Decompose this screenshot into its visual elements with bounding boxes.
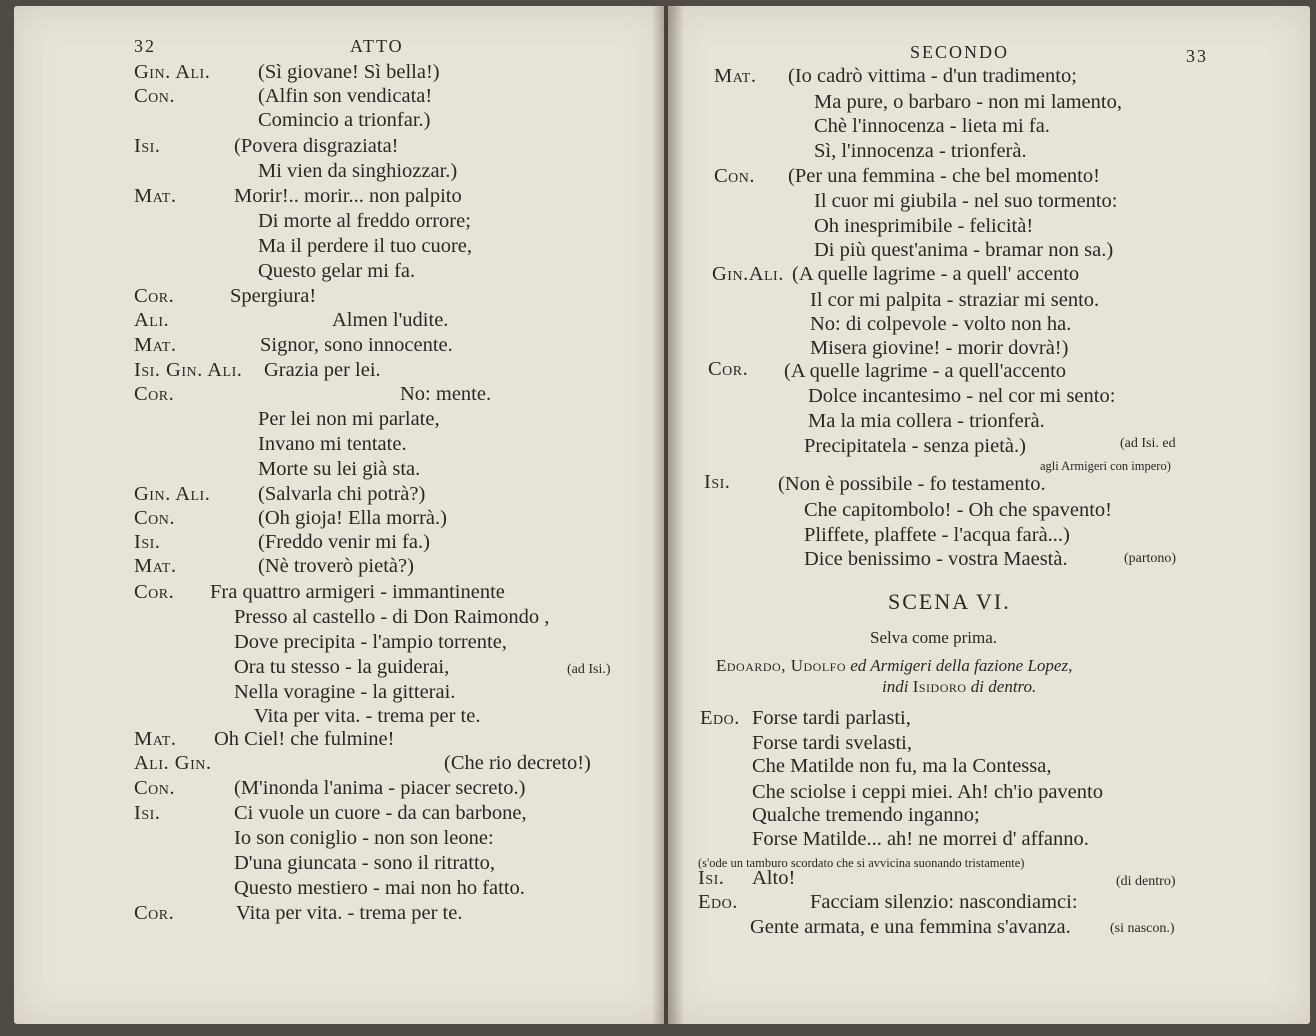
stage-direction: (di dentro) [1116, 874, 1176, 889]
speaker: Isi. [134, 135, 161, 157]
verse-line: Vita per vita. - trema per te. [236, 902, 463, 924]
verse-line: Spergiura! [230, 285, 317, 307]
verse-line: (A quelle lagrime - a quell' accento [792, 263, 1080, 285]
verse-line: (Per una femmina - che bel momento! [788, 165, 1100, 187]
verse-line: Dice benissimo - vostra Maestà. [804, 548, 1068, 570]
stage-direction: (ad Isi. ed [1120, 436, 1176, 451]
scene-title: SCENA VI. [888, 589, 1011, 614]
verse-line: Almen l'udite. [332, 309, 449, 331]
speaker: Con. [134, 507, 176, 529]
speaker: Cor. [134, 285, 175, 307]
verse-line: Il cuor mi giubila - nel suo tormento: [814, 190, 1118, 212]
page-number: 33 [1186, 46, 1208, 66]
verse-line: Che capitombolo! - Oh che spavento! [804, 499, 1112, 521]
verse-line: Chè l'innocenza - lieta mi fa. [814, 115, 1050, 137]
character-names: Edoardo, Udolfo [716, 656, 846, 675]
right-page [668, 6, 1310, 1024]
verse-line: Vita per vita. - trema per te. [254, 705, 481, 727]
speaker: Ali. Gin. [134, 752, 212, 774]
verse-line: Invano mi tentate. [258, 433, 407, 455]
verse-line: Per lei non mi parlate, [258, 408, 440, 430]
verse-line: Sì, l'innocenza - trionferà. [814, 140, 1027, 162]
verse-line: Morir!.. morir... non palpito [234, 185, 462, 207]
speaker: Mat. [134, 334, 177, 356]
verse-line: Gente armata, e una femmina s'avanza. [750, 916, 1071, 938]
speaker: Isi. [134, 531, 161, 553]
characters-italic: di dentro. [970, 677, 1037, 696]
speaker: Gin.Ali. [712, 263, 784, 285]
verse-line: Grazia per lei. [264, 359, 381, 381]
speaker: Isi. [704, 471, 731, 493]
left-page [14, 6, 664, 1024]
speaker: Cor. [134, 383, 175, 405]
speaker: Gin. Ali. [134, 483, 211, 505]
verse-line: Forse tardi svelasti, [752, 732, 912, 754]
speaker: Cor. [134, 581, 175, 603]
verse-line: (Nè troverò pietà?) [258, 555, 414, 577]
character-name: Isidoro [912, 677, 967, 696]
verse-line: Presso al castello - di Don Raimondo , [234, 606, 550, 628]
verse-line: Mi vien da singhiozzar.) [258, 160, 458, 182]
speaker: Cor. [708, 358, 749, 380]
verse-line: Questo gelar mi fa. [258, 260, 416, 282]
stage-direction: (ad Isi.) [567, 662, 611, 677]
speaker: Gin. Ali. [134, 61, 211, 83]
verse-line: Nella voragine - la gitterai. [234, 681, 456, 703]
verse-line: (Povera disgraziata! [234, 135, 399, 157]
verse-line: Ma la mia collera - trionferà. [808, 410, 1045, 432]
characters-italic: indi [882, 677, 909, 696]
scene-characters-line2 [882, 675, 1036, 699]
speaker: Mat. [714, 65, 757, 87]
verse-line: Oh Ciel! che fulmine! [214, 728, 395, 750]
verse-line: Fra quattro armigeri - immantinente [210, 581, 505, 603]
verse-line: Misera giovine! - morir dovrà!) [810, 337, 1069, 359]
verse-line: Precipitatela - senza pietà.) [804, 435, 1026, 457]
verse-line: (Io cadrò vittima - d'un tradimento; [788, 65, 1077, 87]
verse-line: (Alfin son vendicata! [258, 85, 433, 107]
speaker: Con. [134, 85, 176, 107]
verse-line: Questo mestiero - mai non ho fatto. [234, 877, 525, 899]
running-head: SECONDO [910, 42, 1010, 62]
verse-line: Signor, sono innocente. [260, 334, 453, 356]
verse-line: Forse tardi parlasti, [752, 707, 911, 729]
verse-line: Il cor mi palpita - straziar mi sento. [810, 289, 1100, 311]
verse-line: Che sciolse i ceppi miei. Ah! ch'io pavento [752, 781, 1103, 803]
stage-direction: (partono) [1124, 551, 1177, 566]
scene-setting: Selva come prima. [870, 628, 997, 647]
verse-line: Ci vuole un cuore - da can barbone, [234, 802, 527, 824]
speaker: Isi. Gin. Ali. [134, 359, 243, 381]
verse-line: (Freddo venir mi fa.) [258, 531, 430, 553]
verse-line: No: mente. [400, 383, 492, 405]
verse-line: Io son coniglio - non son leone: [234, 827, 494, 849]
speaker: Cor. [134, 902, 175, 924]
verse-line: Pliffete, plaffete - l'acqua farà...) [804, 524, 1070, 546]
running-head: ATTO [350, 36, 404, 56]
verse-line: Facciam silenzio: nascondiamci: [810, 891, 1078, 913]
verse-line: No: di colpevole - volto non ha. [810, 313, 1072, 335]
verse-line: (Che rio decreto!) [444, 752, 591, 774]
verse-line: Forse Matilde... ah! ne morrei d' affanno. [752, 828, 1089, 850]
speaker: Edo. [700, 707, 740, 729]
speaker: Mat. [134, 728, 177, 750]
verse-line: Ma pure, o barbaro - non mi lamento, [814, 91, 1122, 113]
verse-line: Ora tu stesso - la guiderai, [234, 656, 450, 678]
speaker: Con. [714, 165, 756, 187]
speaker: Con. [134, 777, 176, 799]
verse-line: Alto! [752, 867, 796, 889]
verse-line: (M'inonda l'anima - piacer secreto.) [234, 777, 526, 799]
verse-line: (Non è possibile - fo testamento. [778, 473, 1046, 495]
verse-line: (Salvarla chi potrà?) [258, 483, 426, 505]
verse-line: Dove precipita - l'ampio torrente, [234, 631, 507, 653]
speaker: Mat. [134, 185, 177, 207]
stage-direction: agli Armigeri con impero) [1040, 459, 1171, 473]
stage-direction: (s'ode un tamburo scordato che si avvicina suonando tristamente) [698, 856, 1025, 870]
verse-line: Qualche tremendo inganno; [752, 804, 980, 826]
speaker: Edo. [698, 891, 738, 913]
verse-line: Ma il perdere il tuo cuore, [258, 235, 473, 257]
verse-line: Che Matilde non fu, ma la Contessa, [752, 755, 1052, 777]
verse-line: (Sì giovane! Sì bella!) [258, 61, 440, 83]
page-number: 32 [134, 36, 156, 56]
verse-line: Morte su lei già sta. [258, 458, 421, 480]
stage-direction: (si nascon.) [1110, 921, 1175, 936]
speaker: Isi. [134, 802, 161, 824]
verse-line: Di più quest'anima - bramar non sa.) [814, 239, 1114, 261]
verse-line: Oh inesprimibile - felicità! [814, 215, 1034, 237]
speaker: Ali. [134, 309, 170, 331]
speaker: Mat. [134, 555, 177, 577]
verse-line: (Oh gioja! Ella morrà.) [258, 507, 447, 529]
characters-italic: ed Armigeri della fazione Lopez, [850, 656, 1073, 675]
verse-line: Dolce incantesimo - nel cor mi sento: [808, 385, 1116, 407]
verse-line: Di morte al freddo orrore; [258, 210, 471, 232]
verse-line: D'una giuncata - sono il ritratto, [234, 852, 496, 874]
verse-line: Comincio a trionfar.) [258, 109, 431, 131]
speaker: Isi. [698, 867, 725, 889]
verse-line: (A quelle lagrime - a quell'accento [784, 360, 1067, 382]
